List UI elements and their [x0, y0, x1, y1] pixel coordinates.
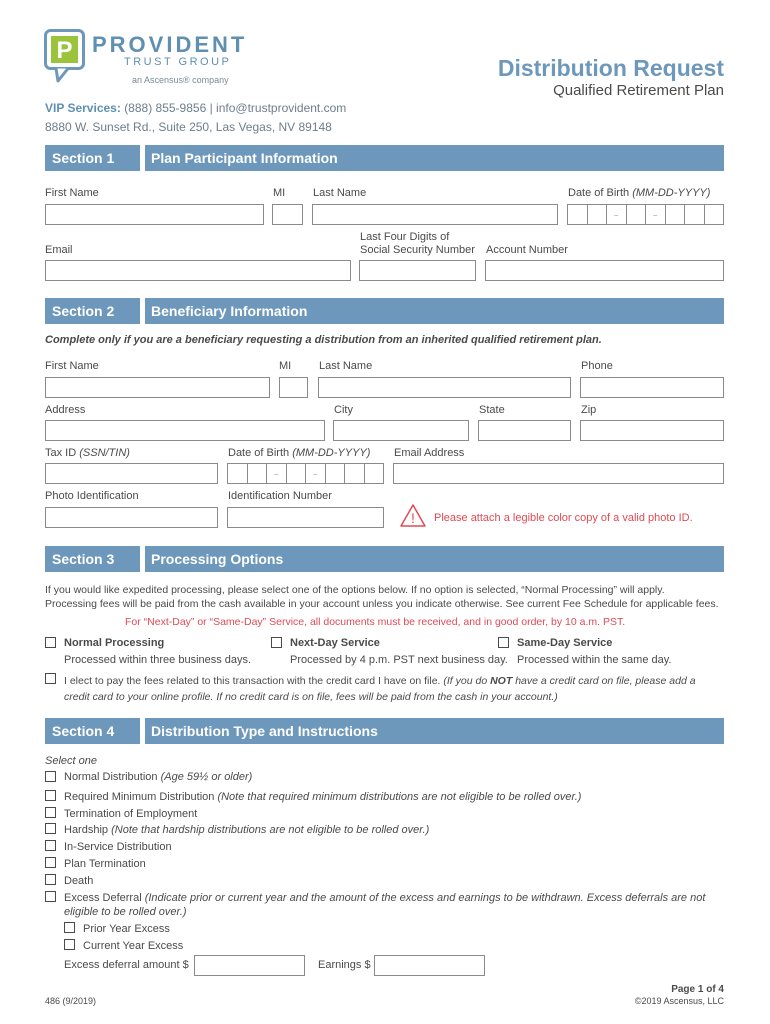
s4-rmd-checkbox[interactable] [45, 790, 56, 801]
s3-nextday-checkbox[interactable] [271, 637, 282, 648]
s4-prior-year-checkbox[interactable] [64, 922, 75, 933]
vip-label: VIP Services: [45, 101, 121, 115]
s1-first-name-label: First Name [45, 187, 99, 199]
s1-mi-input[interactable] [272, 204, 303, 225]
s3-cc-text: I elect to pay the fees related to this transaction with the credit card I have on file. [64, 675, 441, 687]
s1-dob-label-text: Date of Birth [568, 187, 630, 199]
s4-planterm-label: Plan Termination [64, 858, 146, 870]
s2-city-input[interactable] [333, 420, 469, 441]
company-address: 8880 W. Sunset Rd., Suite 250, Las Vegas, NV 89148 [45, 120, 332, 134]
s2-mi-label: MI [279, 360, 292, 372]
s1-account-input[interactable] [485, 260, 724, 281]
s4-rmd-note: (Note that required minimum distributions are not eligible to be rolled over.) [217, 791, 582, 803]
s2-last-name-label: Last Name [319, 360, 373, 372]
s2-dob-label-text: Date of Birth [228, 447, 290, 459]
s1-ssn-label-line1: Last Four Digits of [360, 231, 450, 243]
s4-earnings-input[interactable] [374, 955, 485, 976]
s4-hardship-checkbox[interactable] [45, 823, 56, 834]
s3-intro-2: Processing fees will be paid from the cash available in your account unless you indicate otherwise. See current Fee Schedule for applicable fees. [45, 598, 719, 610]
section4-title: Distribution Type and Instructions [145, 718, 724, 744]
s1-last-name-label: Last Name [313, 187, 367, 199]
s2-note: Complete only if you are a beneficiary requesting a distribution from an inherited qualified retirement plan. [45, 334, 602, 346]
s4-normal-text: Normal Distribution [64, 771, 158, 783]
s4-death-checkbox[interactable] [45, 874, 56, 885]
s4-normal-note: (Age 59½ or older) [160, 771, 253, 783]
s2-state-input[interactable] [478, 420, 571, 441]
s4-rmd-text: Required Minimum Distribution [64, 791, 215, 803]
s3-cc-note2: have a credit card on file, please add a [515, 675, 696, 687]
s3-cc-note3: credit card to your online profile. If no credit card is on file, fees will be paid from the cash in your account.) [64, 691, 558, 703]
vip-services [45, 101, 346, 115]
form-title: Distribution Request [497, 55, 724, 81]
warning-icon [399, 503, 427, 531]
s1-dob-input[interactable]: – – [567, 204, 724, 225]
s2-taxid-label-text: Tax ID [45, 447, 77, 459]
s4-prior-year-label: Prior Year Excess [83, 923, 170, 935]
s3-credit-card-text [64, 675, 696, 687]
s2-id-number-label: Identification Number [228, 490, 332, 502]
s4-current-year-label: Current Year Excess [83, 940, 184, 952]
s2-taxid-hint: (SSN/TIN) [79, 447, 130, 459]
s1-email-input[interactable] [45, 260, 351, 281]
s4-hardship-note: (Note that hardship distributions are not eligible to be rolled over.) [111, 824, 430, 836]
s3-nextday-title: Next-Day Service [290, 637, 380, 649]
s4-excess-checkbox[interactable] [45, 891, 56, 902]
section1-number: Section 1 [45, 145, 140, 171]
s4-planterm-checkbox[interactable] [45, 857, 56, 868]
brand-subtitle: TRUST GROUP [124, 56, 232, 68]
brand-tagline: an Ascensus® company [132, 75, 229, 85]
s1-ssn-label-line2: Social Security Number [360, 244, 475, 256]
s4-excess-note2: eligible to be rolled over.) [64, 906, 187, 918]
s4-excess-amount-label: Excess deferral amount $ [64, 959, 189, 971]
s3-intro-1: If you would like expedited processing, please select one of the options below. If no option is selected, “Normal Processing” will apply. [45, 584, 665, 596]
s1-ssn-input[interactable] [359, 260, 476, 281]
s4-inservice-label: In-Service Distribution [64, 841, 172, 853]
s2-city-label: City [334, 404, 353, 416]
logo [44, 29, 86, 86]
s2-last-name-input[interactable] [318, 377, 571, 398]
s3-normal-desc: Processed within three business days. [64, 654, 252, 666]
s4-termination-label: Termination of Employment [64, 808, 198, 820]
s4-hardship-text: Hardship [64, 824, 109, 836]
s2-phone-input[interactable] [580, 377, 724, 398]
s4-current-year-checkbox[interactable] [64, 939, 75, 950]
s2-first-name-label: First Name [45, 360, 99, 372]
s3-sameday-title: Same-Day Service [517, 637, 613, 649]
vip-contact: (888) 855-9856 | info@trustprovident.com [124, 101, 347, 115]
section1-title: Plan Participant Information [145, 145, 724, 171]
s1-dob-format: (MM-DD-YYYY) [632, 187, 711, 199]
s2-taxid-input[interactable] [45, 463, 218, 484]
page-number: Page 1 of 4 [671, 984, 724, 995]
form-subtitle: Qualified Retirement Plan [553, 82, 724, 99]
form-id: 486 (9/2019) [45, 996, 97, 1006]
s2-id-number-input[interactable] [227, 507, 384, 528]
s3-cc-note1: (If you do [443, 675, 488, 687]
s2-zip-label: Zip [581, 404, 597, 416]
s3-credit-card-checkbox[interactable] [45, 673, 56, 684]
section3-title: Processing Options [145, 546, 724, 572]
s1-last-name-input[interactable] [312, 204, 558, 225]
s4-excess-amount-input[interactable] [194, 955, 305, 976]
s4-earnings-label: Earnings $ [318, 959, 371, 971]
s2-mi-input[interactable] [279, 377, 308, 398]
s4-termination-checkbox[interactable] [45, 807, 56, 818]
s4-excess-text: Excess Deferral [64, 892, 142, 904]
s2-dob-format: (MM-DD-YYYY) [292, 447, 371, 459]
s3-normal-checkbox[interactable] [45, 637, 56, 648]
section2-title: Beneficiary Information [145, 298, 724, 324]
s3-sameday-desc: Processed within the same day. [517, 654, 672, 666]
s4-normal-label [64, 771, 252, 783]
s2-email-label: Email Address [394, 447, 465, 459]
s1-account-label: Account Number [486, 244, 568, 256]
s3-cc-not: NOT [490, 675, 513, 687]
s1-dob-label [568, 187, 710, 199]
s2-email-input[interactable] [393, 463, 724, 484]
s4-normal-checkbox[interactable] [45, 771, 56, 782]
s2-dob-input[interactable]: – – [227, 463, 384, 484]
section3-number: Section 3 [45, 546, 140, 572]
s4-rmd-label [64, 791, 581, 803]
section2-number: Section 2 [45, 298, 140, 324]
s4-hardship-label [64, 824, 429, 836]
s2-phone-label: Phone [581, 360, 613, 372]
svg-text:!: ! [411, 510, 415, 526]
s1-email-label: Email [45, 244, 73, 256]
s3-nextday-desc: Processed by 4 p.m. PST next business day. [290, 654, 508, 666]
s2-photo-warning: Please attach a legible color copy of a valid photo ID. [434, 512, 693, 524]
s3-sameday-checkbox[interactable] [498, 637, 509, 648]
s4-inservice-checkbox[interactable] [45, 840, 56, 851]
s2-photo-id-input[interactable] [45, 507, 218, 528]
s2-zip-input[interactable] [580, 420, 724, 441]
s2-address-input[interactable] [45, 420, 325, 441]
s3-cutoff-note: For “Next-Day” or “Same-Day” Service, all documents must be received, and in good order, by 10 a.m. PST. [125, 616, 626, 628]
svg-text:P: P [56, 37, 73, 64]
s4-select-one: Select one [45, 755, 97, 767]
brand-name: PROVIDENT [92, 32, 248, 57]
s1-mi-label: MI [273, 187, 286, 199]
s2-first-name-input[interactable] [45, 377, 270, 398]
s4-death-label: Death [64, 875, 94, 887]
s4-excess-label [64, 892, 705, 904]
s2-state-label: State [479, 404, 505, 416]
s4-excess-note1: (Indicate prior or current year and the amount of the excess and earnings to be withdrawn. Excess deferrals are not [144, 892, 706, 904]
s2-address-label: Address [45, 404, 86, 416]
s2-taxid-label [45, 447, 130, 459]
s2-photo-id-label: Photo Identification [45, 490, 139, 502]
s3-normal-title: Normal Processing [64, 637, 165, 649]
section4-number: Section 4 [45, 718, 140, 744]
copyright: ©2019 Ascensus, LLC [634, 996, 724, 1006]
s1-first-name-input[interactable] [45, 204, 264, 225]
s2-dob-label [228, 447, 370, 459]
